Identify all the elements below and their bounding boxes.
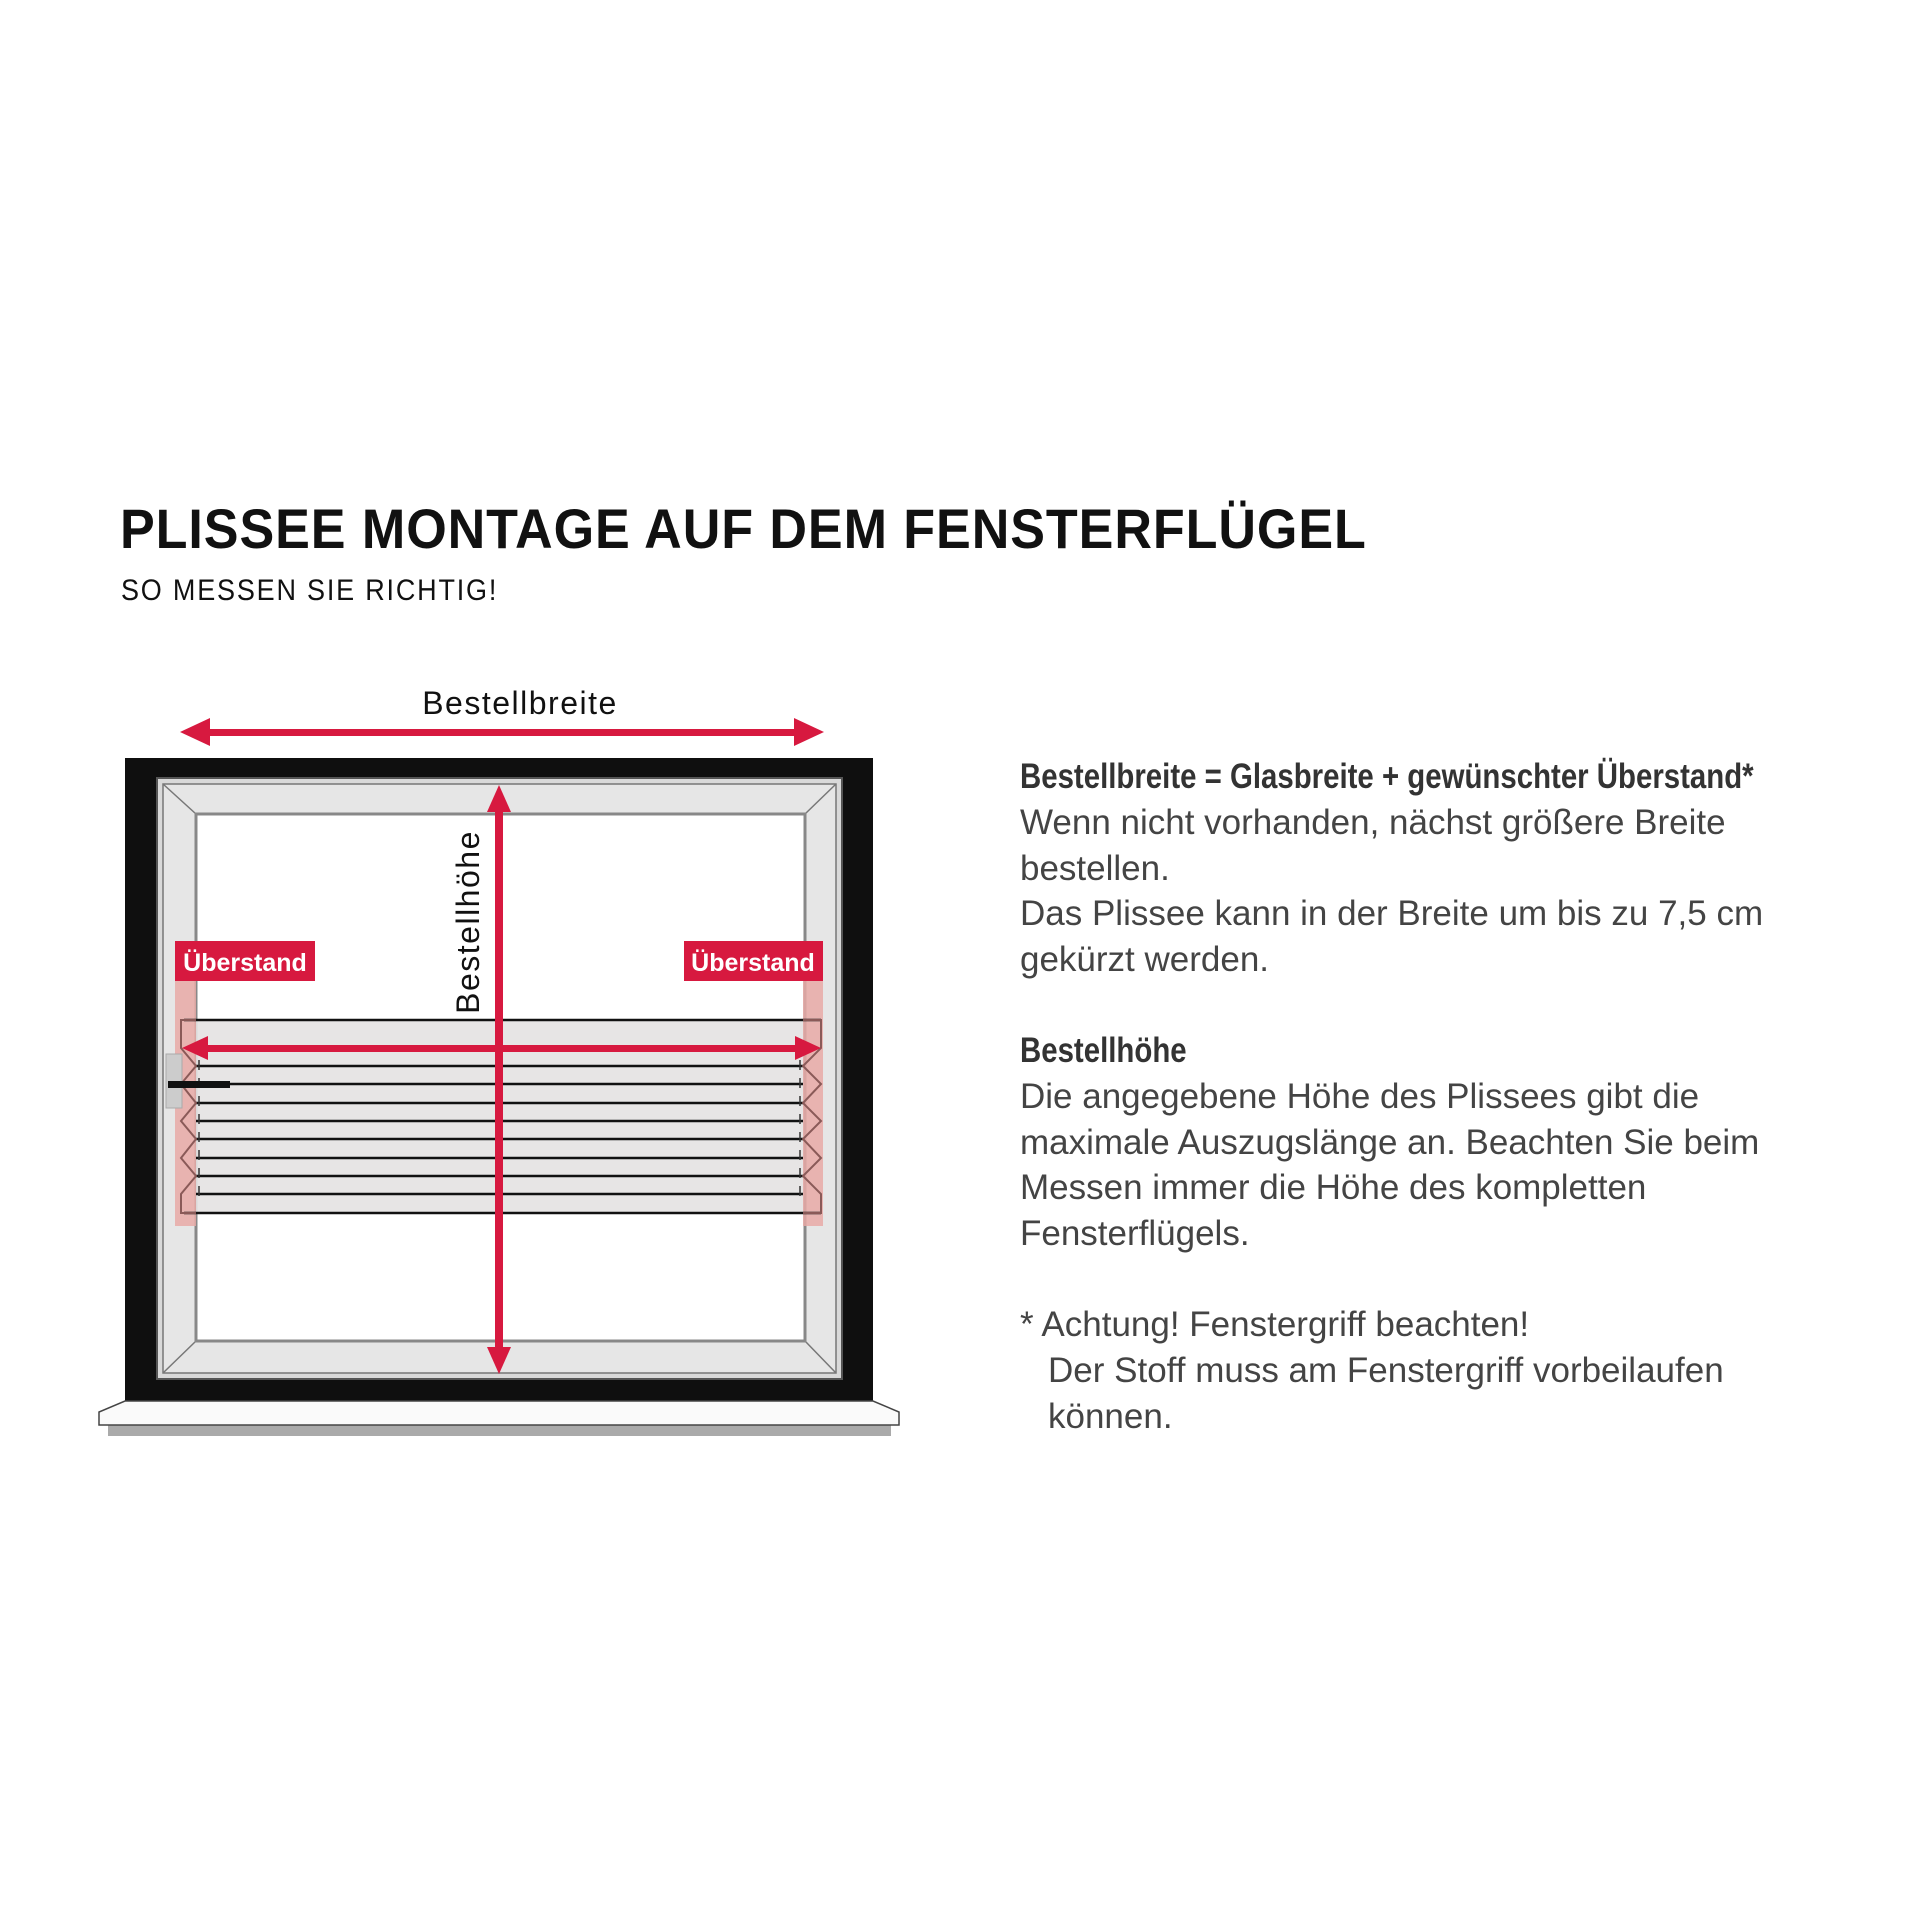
note-line: können. xyxy=(1048,1396,1173,1436)
width-info-line: Wenn nicht vorhanden, nächst größere Breite xyxy=(1020,802,1726,842)
width-info-line: gekürzt werden. xyxy=(1020,940,1270,980)
handle-note xyxy=(1020,1302,1724,1439)
height-info-line: maximale Auszugslänge an. Beachten Sie beim xyxy=(1020,1122,1760,1162)
width-arrow xyxy=(180,718,824,746)
height-info xyxy=(1020,1028,1759,1257)
height-info-line: Die angegebene Höhe des Plissees gibt die xyxy=(1020,1076,1700,1116)
window-sill xyxy=(99,1401,899,1436)
height-info-heading: Bestellhöhe xyxy=(1020,1031,1187,1070)
overhang-label-right xyxy=(684,941,823,981)
overhang-strip-right xyxy=(803,969,823,1226)
note-line: Der Stoff muss am Fenstergriff vorbeilaufen xyxy=(1048,1350,1724,1390)
height-label: Bestellhöhe xyxy=(450,830,486,1014)
page-title: PLISSEE MONTAGE AUF DEM FENSTERFLÜGEL xyxy=(120,497,1367,560)
width-info-line: Das Plissee kann in der Breite um bis zu 7,5 cm xyxy=(1020,894,1764,934)
width-label: Bestellbreite xyxy=(422,685,618,721)
height-info-line: Fensterflügels. xyxy=(1020,1214,1250,1254)
overhang-label-left xyxy=(175,941,315,981)
page-subtitle: SO MESSEN SIE RICHTIG! xyxy=(121,574,499,607)
height-info-line: Messen immer die Höhe des kompletten xyxy=(1020,1168,1647,1208)
width-info xyxy=(1020,754,1893,983)
width-info-heading: Bestellbreite = Glasbreite + gewünschter Überstand* xyxy=(1020,757,1754,796)
svg-text:Überstand: Überstand xyxy=(691,949,815,977)
svg-text:Überstand: Überstand xyxy=(183,949,307,977)
width-info-line: bestellen. xyxy=(1020,848,1170,888)
note-line: * Achtung! Fenstergriff beachten! xyxy=(1020,1305,1530,1344)
